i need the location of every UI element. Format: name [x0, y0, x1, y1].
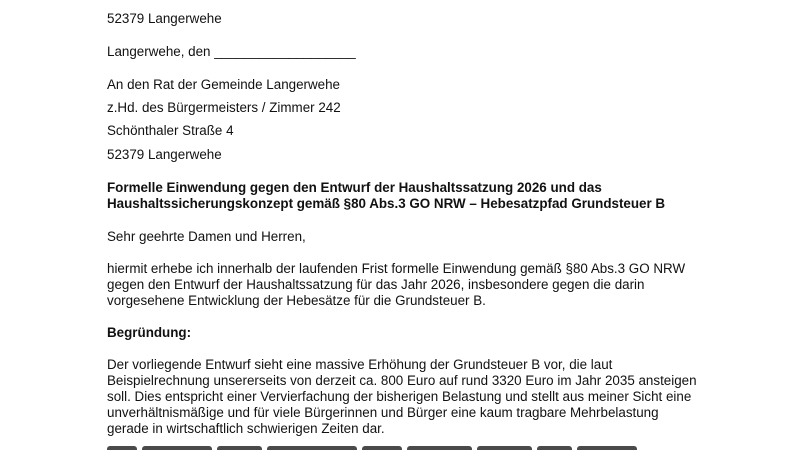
paragraph-2-line-1: Der vorliegende Entwurf sieht eine massive Erhöhung der Grundsteuer B vor, die laut	[107, 357, 613, 372]
paragraph-2-line-2: Beispielrechnung unsererseits von derzeit ca. 800 Euro auf rund 3320 Euro im Jahr 2035 ansteigen	[107, 373, 697, 388]
subject-line-2: Haushaltssicherungskonzept gemäß §80 Abs.3 GO NRW – Hebesatzpfad Grundsteuer B	[107, 196, 666, 211]
cropped-text-line	[107, 441, 667, 450]
paragraph-1-line-2: gegen den Entwurf der Haushaltssatzung für das Jahr 2026, insbesondere gegen die darin	[107, 277, 645, 292]
paragraph-1-line-1: hiermit erhebe ich innerhalb der laufenden Frist formelle Einwendung gemäß §80 Abs.3 GO NRW	[107, 261, 686, 276]
paragraph-2-line-5: gerade in wirtschaftlich schwierigen Zeiten dar.	[107, 421, 385, 436]
date-line: Langerwehe, den ___________________	[107, 44, 356, 59]
paragraph-2-line-3: soll. Dies entspricht einer Vervierfachung der bisherigen Belastung und stellt aus meiner Sicht eine	[107, 389, 692, 404]
paragraph-1-line-3: vorgesehene Entwicklung der Hebesätze für die Grundsteuer B.	[107, 293, 486, 308]
salutation: Sehr geehrte Damen und Herren,	[107, 229, 306, 244]
sender-city: 52379 Langerwehe	[107, 11, 222, 26]
recipient-line-2: z.Hd. des Bürgermeisters / Zimmer 242	[107, 100, 341, 115]
paragraph-2-line-4: unverhältnismäßige und für viele Bürgerinnen und Bürger eine kaum tragbare Mehrbelastung	[107, 405, 659, 420]
recipient-line-3: Schönthaler Straße 4	[107, 123, 234, 138]
reason-heading: Begründung:	[107, 325, 192, 340]
subject-line-1: Formelle Einwendung gegen den Entwurf der Haushaltssatzung 2026 und das	[107, 180, 602, 195]
recipient-line-4: 52379 Langerwehe	[107, 147, 222, 162]
recipient-line-1: An den Rat der Gemeinde Langerwehe	[107, 77, 341, 92]
